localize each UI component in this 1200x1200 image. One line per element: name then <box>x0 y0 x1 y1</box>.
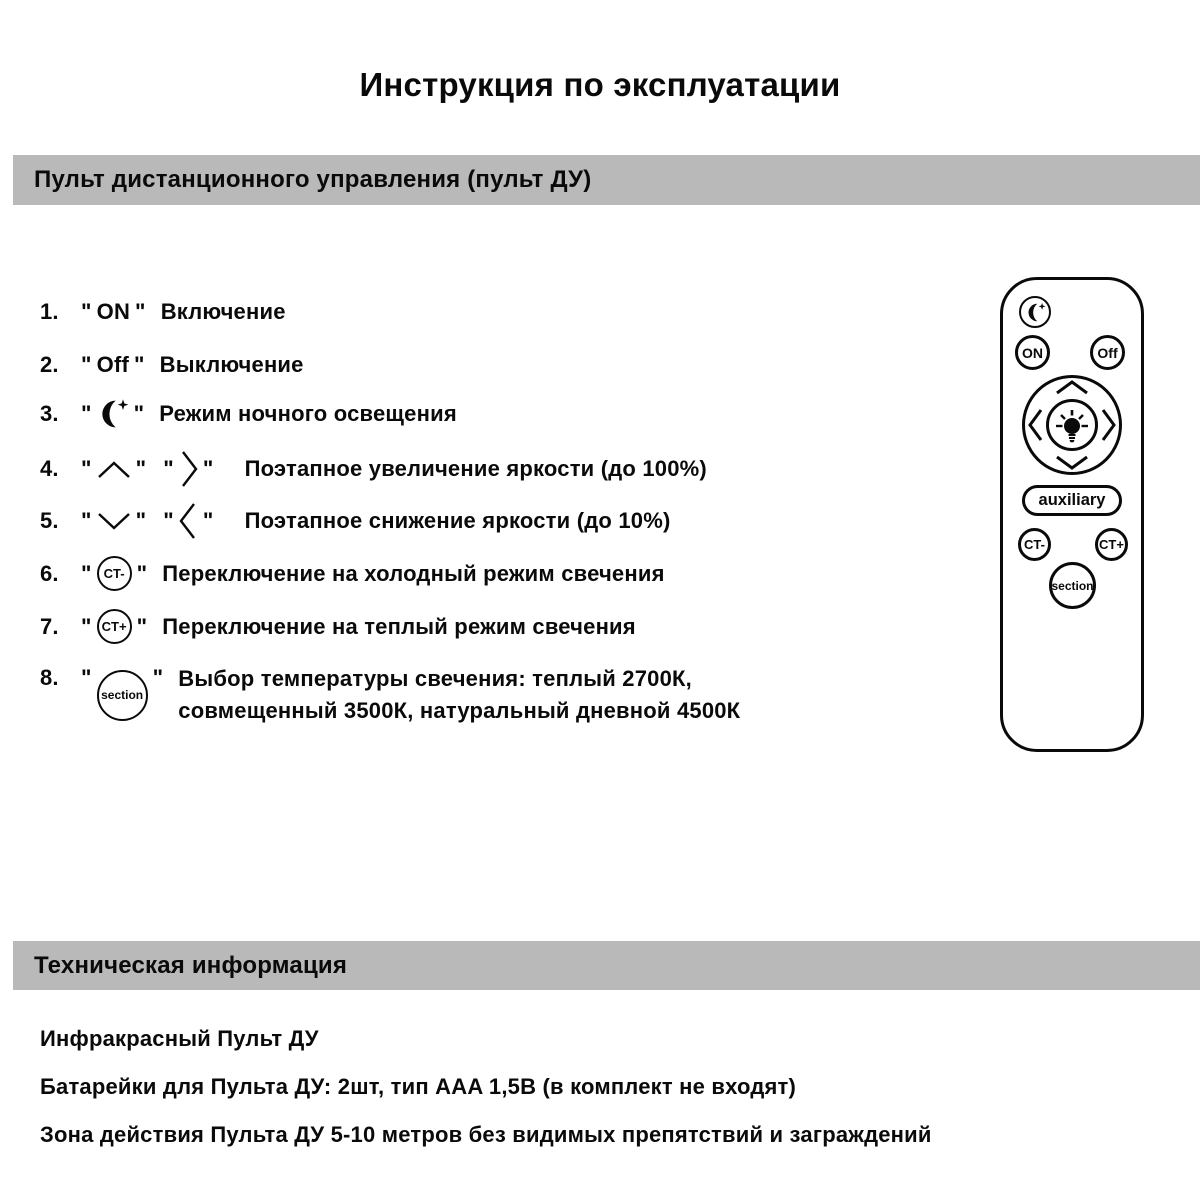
nav-down-chevron-icon <box>1054 455 1090 470</box>
item-number: 7. <box>40 613 59 639</box>
light-bulb-icon <box>1054 407 1090 444</box>
quote-mark: " <box>202 508 214 533</box>
button-name-off: Off <box>96 352 130 377</box>
quote-mark: " <box>134 352 145 377</box>
quote-mark: " <box>81 456 92 481</box>
quote-mark: " <box>163 508 174 533</box>
list-item-section <box>40 663 740 727</box>
section-label: section <box>101 688 144 702</box>
list-item-on <box>40 299 286 325</box>
item-description: Включение <box>160 299 286 324</box>
quote-mark: " <box>202 456 214 481</box>
section-banner-tech <box>13 941 1200 990</box>
item-description: Переключение на теплый режим свечения <box>162 613 636 639</box>
list-item-night-mode <box>40 398 457 430</box>
nav-up-chevron-icon <box>1054 380 1090 395</box>
section-banner-remote <box>13 155 1200 205</box>
item-number: 3. <box>40 401 59 426</box>
item-description: Переключение на холодный режим свечения <box>162 560 665 586</box>
item-description: Выбор температуры свечения: теплый 2700К, совмещенный 3500К, натуральный дневной 4500К <box>178 666 741 723</box>
item-description: Выключение <box>159 352 304 377</box>
page-title: Инструкция по эксплуатации <box>359 66 841 103</box>
auxiliary-button <box>1022 485 1122 516</box>
crescent-moon-icon <box>1025 302 1046 323</box>
quote-mark: " <box>163 456 174 481</box>
crescent-moon-icon <box>97 398 129 430</box>
on-button-label: ON <box>1022 344 1043 361</box>
ct-minus-button <box>1018 528 1051 561</box>
list-item-ct-plus <box>40 609 636 644</box>
section-button-label: section <box>1051 578 1094 593</box>
item-description: Режим ночного освещения <box>159 401 457 426</box>
item-number: 4. <box>40 456 59 481</box>
quote-mark: " <box>135 299 146 324</box>
quote-mark: " <box>133 401 145 426</box>
item-number: 1. <box>40 299 59 324</box>
quote-mark: " <box>81 665 92 690</box>
ct-plus-badge <box>97 609 132 644</box>
quote-mark: " <box>152 665 164 690</box>
quote-mark: " <box>136 560 148 586</box>
item-number: 5. <box>40 508 59 533</box>
auxiliary-button-label: auxiliary <box>1038 491 1106 509</box>
quote-mark: " <box>81 560 92 586</box>
ct-plus-button-label: CT+ <box>1099 537 1124 552</box>
tech-info-line-3: Зона действия Пульта ДУ 5-10 метров без видимых препятствий и заграждений <box>40 1122 932 1147</box>
ct-plus-button <box>1095 528 1128 561</box>
quote-mark: " <box>135 456 147 481</box>
section-button <box>1049 562 1096 609</box>
tech-info-line-2: Батарейки для Пульта ДУ: 2шт, тип AAA 1,5В (в комплект не входят) <box>40 1074 797 1099</box>
list-item-ct-minus <box>40 556 665 591</box>
quote-mark: " <box>81 352 92 377</box>
chevron-up-icon <box>97 460 131 479</box>
item-description: Поэтапное увеличение яркости (до 100%) <box>244 456 707 481</box>
section-badge <box>97 670 148 721</box>
item-number: 8. <box>40 665 59 690</box>
button-name-on: ON <box>96 299 131 324</box>
ct-minus-label: CT- <box>103 566 125 581</box>
ct-minus-button-label: CT- <box>1024 537 1045 552</box>
item-description: Поэтапное снижение яркости (до 10%) <box>244 508 671 533</box>
ct-plus-label: CT+ <box>101 619 127 634</box>
item-number: 6. <box>40 560 59 586</box>
list-item-brightness-down <box>40 502 671 540</box>
night-mode-button <box>1019 296 1051 328</box>
quote-mark: " <box>81 299 92 324</box>
quote-mark: " <box>81 401 92 426</box>
on-button <box>1015 335 1050 370</box>
chevron-down-icon <box>97 512 131 531</box>
off-button-label: Off <box>1097 344 1118 361</box>
nav-right-chevron-icon <box>1101 407 1116 443</box>
remote-illustration <box>1000 277 1144 752</box>
list-item-brightness-up <box>40 450 707 488</box>
quote-mark: " <box>81 508 92 533</box>
list-item-off <box>40 352 304 378</box>
quote-mark: " <box>81 613 92 639</box>
off-button <box>1090 335 1125 370</box>
nav-left-chevron-icon <box>1028 407 1043 443</box>
item-number: 2. <box>40 352 59 377</box>
ct-minus-badge <box>97 556 132 591</box>
chevron-right-icon <box>179 450 198 488</box>
chevron-left-icon <box>179 502 198 540</box>
tech-info-line-1: Инфракрасный Пульт ДУ <box>40 1026 319 1051</box>
section-heading: Техническая информация <box>34 951 348 979</box>
quote-mark: " <box>135 508 147 533</box>
section-heading: Пульт дистанционного управления (пульт ДУ) <box>34 166 592 193</box>
quote-mark: " <box>136 613 148 639</box>
